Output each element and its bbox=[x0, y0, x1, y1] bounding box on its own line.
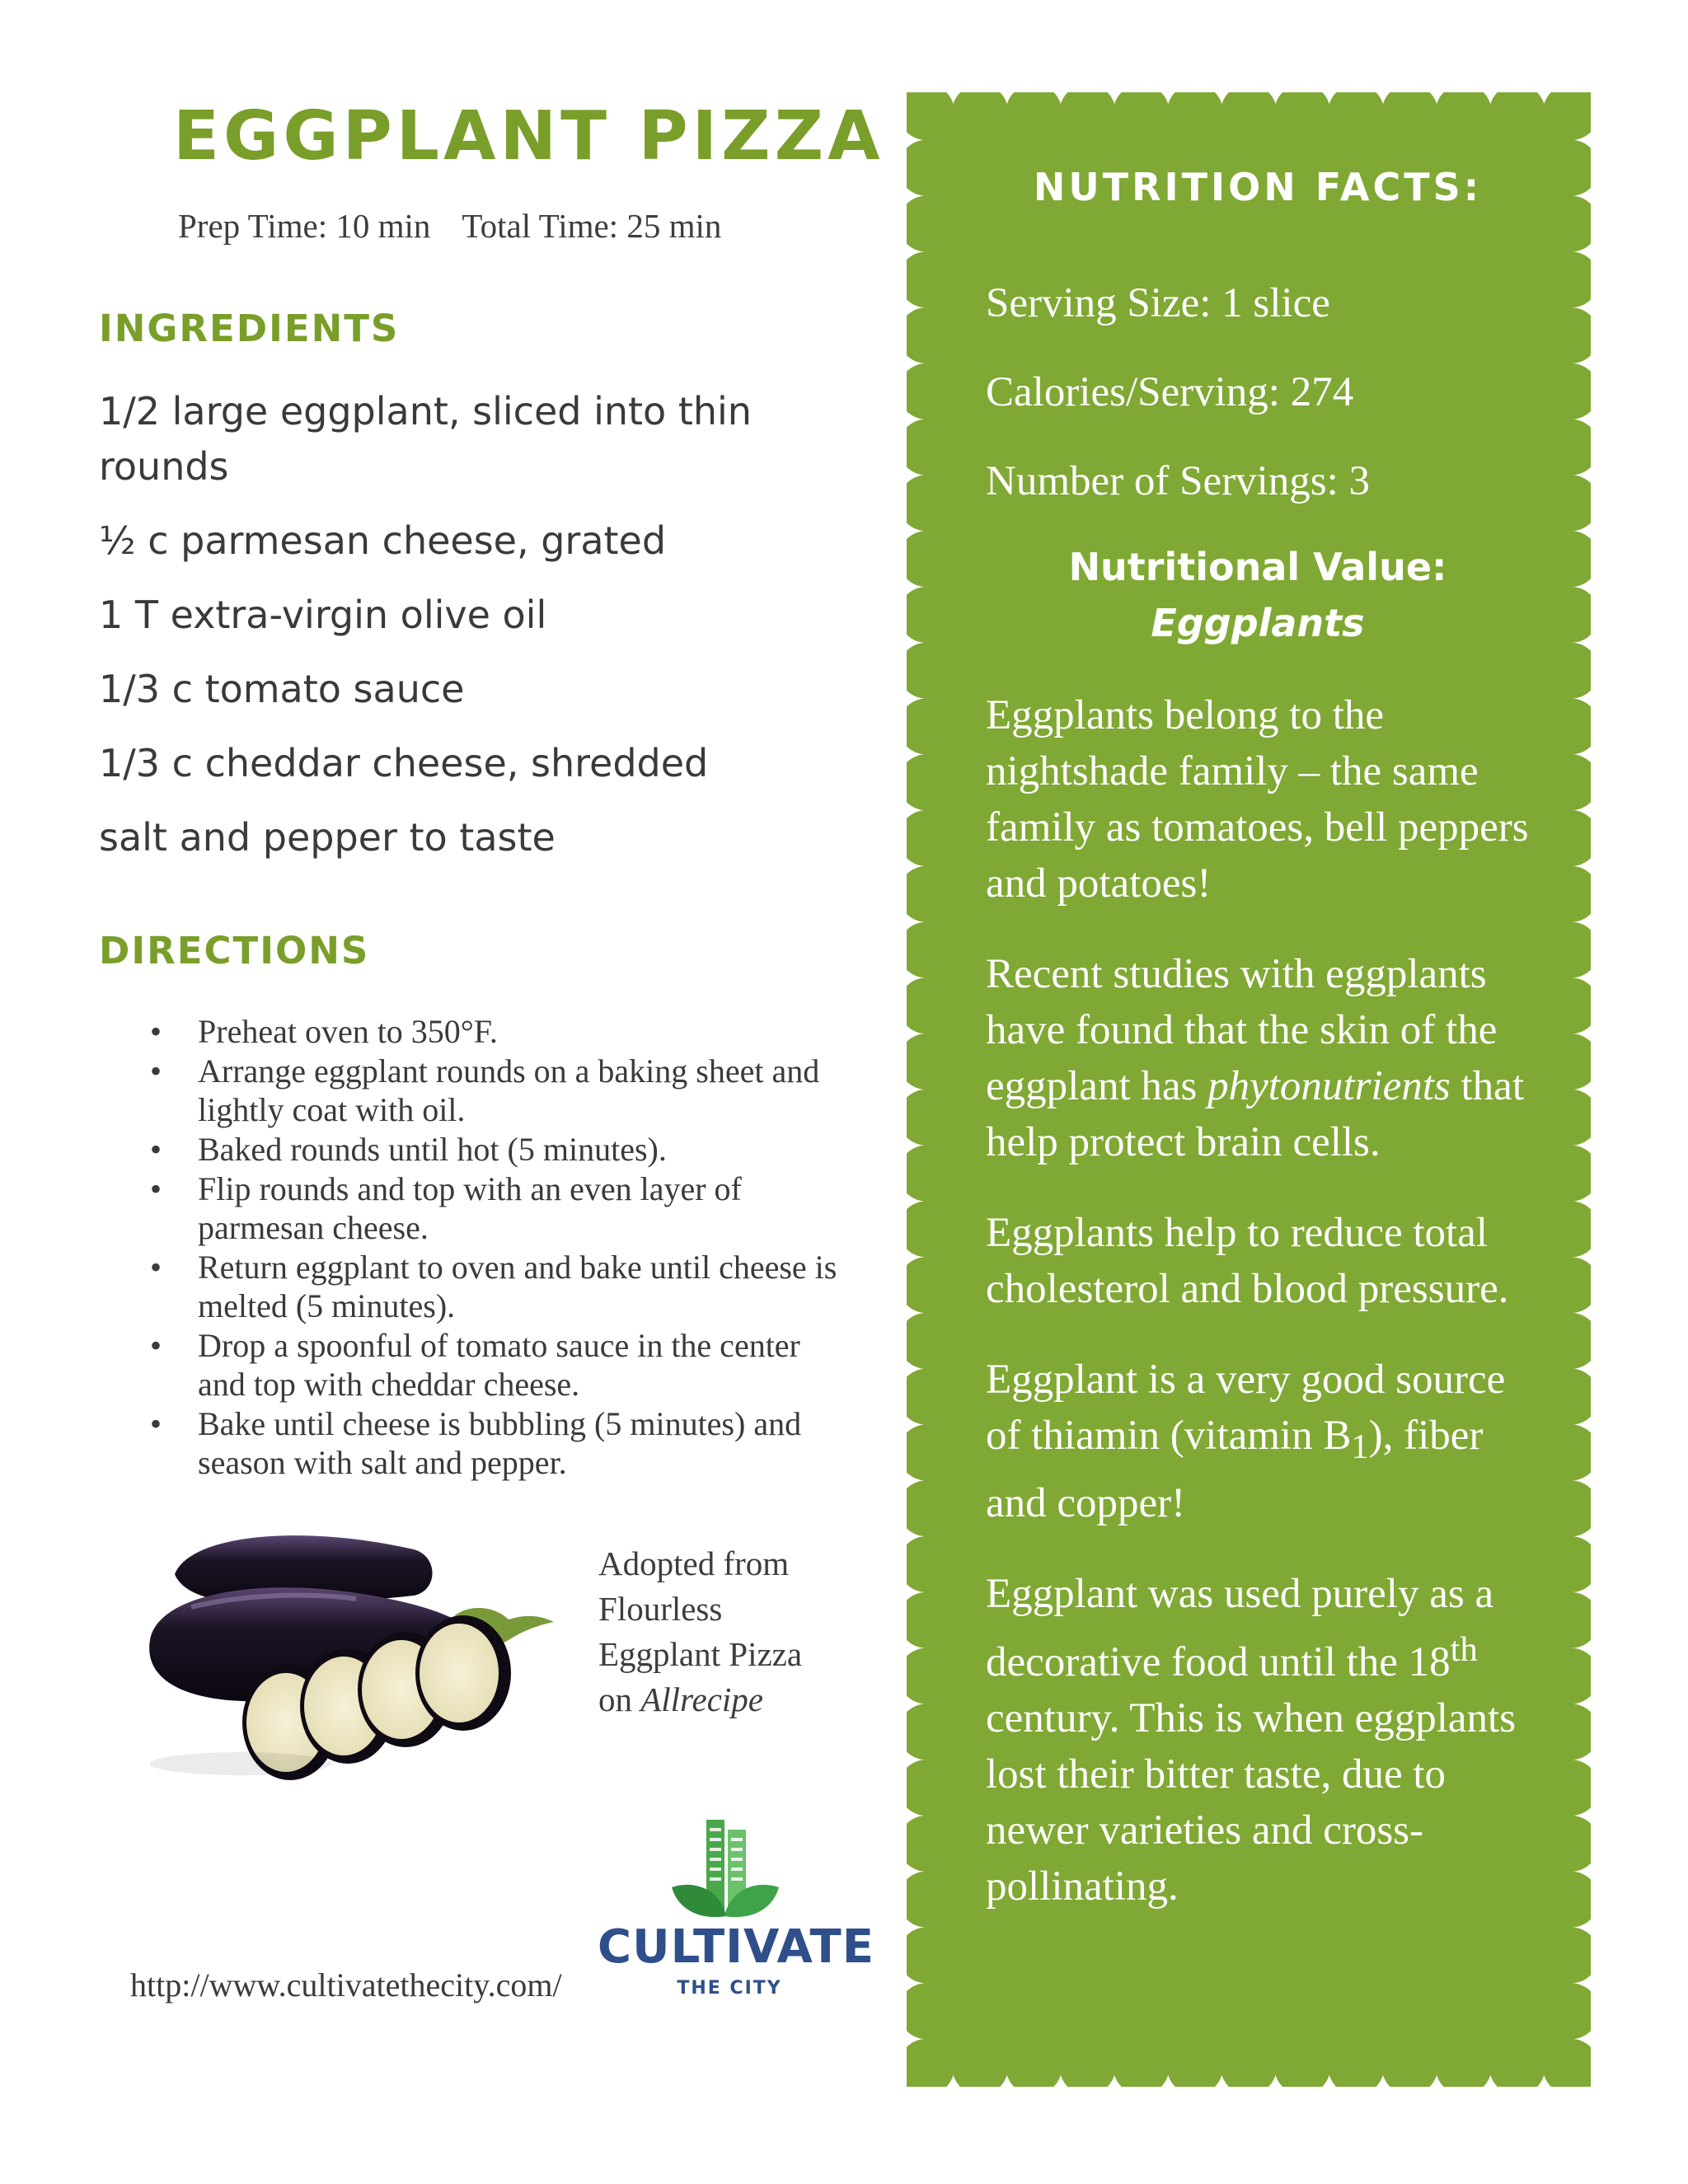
directions-heading: DIRECTIONS bbox=[99, 929, 370, 972]
total-time: Total Time: 25 min bbox=[462, 207, 722, 245]
serving-size: Serving Size: 1 slice bbox=[986, 280, 1330, 326]
fact-paragraph: Eggplants belong to the nightshade family – the same family as tomatoes, bell peppers and potatoes! bbox=[986, 692, 1529, 907]
ingredient-item: 1/3 c tomato sauce bbox=[99, 667, 465, 711]
fact-text: Eggplant is a very good source of thiamin (vitamin B bbox=[986, 1357, 1506, 1459]
credit-source: Allrecipe bbox=[640, 1680, 763, 1718]
credit-line: Flourless bbox=[598, 1590, 723, 1628]
direction-step: • Preheat oven to 350°F. bbox=[150, 1012, 842, 1051]
direction-step: • Bake until cheese is bubbling (5 minutes) and season with salt and pepper. bbox=[150, 1404, 842, 1482]
number-of-servings: Number of Servings: 3 bbox=[986, 458, 1371, 504]
credit-line: Eggplant Pizza bbox=[598, 1635, 803, 1673]
fact-subscript: 1 bbox=[1351, 1427, 1369, 1467]
fact-text: that help protect brain cells. bbox=[986, 1063, 1524, 1165]
eggplant-image bbox=[142, 1516, 570, 1788]
credit-prefix: on bbox=[598, 1680, 641, 1718]
fact-emphasis: phytonutrients bbox=[1207, 1063, 1451, 1109]
recipe-title: EGGPLANT PIZZA bbox=[173, 97, 884, 176]
nutritional-value-title: Nutritional Value: bbox=[1068, 545, 1447, 589]
fact-superscript: th bbox=[1450, 1630, 1478, 1670]
nutrition-panel bbox=[986, 155, 1530, 1949]
fact-paragraph: Eggplants help to reduce total cholesterol and blood pressure. bbox=[986, 1210, 1509, 1312]
nutrition-heading: NUTRITION FACTS: bbox=[1033, 165, 1483, 209]
logo-name: CULTIVATE bbox=[598, 1920, 875, 1974]
directions-list bbox=[150, 1012, 842, 1483]
prep-time: Prep Time: 10 min bbox=[178, 207, 431, 245]
direction-step: • Arrange eggplant rounds on a baking sheet and lightly coat with oil. bbox=[150, 1052, 842, 1129]
calories-per-serving: Calories/Serving: 274 bbox=[986, 369, 1354, 415]
fact-paragraph bbox=[986, 1352, 1530, 1531]
fact-text: Eggplant was used purely as a decorative food until the 18 bbox=[986, 1571, 1494, 1686]
credit-line bbox=[598, 1677, 846, 1722]
direction-step: • Baked rounds until hot (5 minutes). bbox=[150, 1130, 842, 1169]
ingredient-item: ½ c parmesan cheese, grated bbox=[99, 518, 667, 563]
ingredient-item: salt and pepper to taste bbox=[99, 815, 556, 860]
direction-step: • Drop a spoonful of tomato sauce in the center and top with cheddar cheese. bbox=[150, 1326, 842, 1404]
credit-line: Adopted from bbox=[598, 1544, 790, 1582]
cultivate-the-city-logo bbox=[598, 1813, 875, 2011]
time-info bbox=[178, 206, 721, 246]
direction-step: • Return eggplant to oven and bake until cheese is melted (5 minutes). bbox=[150, 1248, 842, 1325]
nutritional-value-subtitle: Eggplants bbox=[1151, 601, 1365, 645]
fact-text: century. This is when eggplants lost their bitter taste, due to newer varieties and cross-pollinating. bbox=[986, 1695, 1517, 1910]
website-url[interactable]: http://www.cultivatethecity.com/ bbox=[130, 1966, 562, 2004]
fact-paragraph bbox=[986, 1566, 1530, 1915]
recipe-credit bbox=[598, 1541, 846, 1722]
fact-text: Recent studies with eggplants have found that the skin of the eggplant has bbox=[986, 951, 1498, 1109]
ingredients-list bbox=[99, 384, 816, 884]
ingredient-item: 1/3 c cheddar cheese, shredded bbox=[99, 741, 709, 785]
fact-paragraph bbox=[986, 946, 1530, 1170]
building-leaf-icon bbox=[663, 1813, 787, 1937]
ingredient-item: 1/2 large eggplant, sliced into thin rounds bbox=[99, 389, 752, 489]
fact-text: ), fiber and copper! bbox=[986, 1413, 1484, 1527]
ingredient-item: 1 T extra-virgin olive oil bbox=[99, 593, 547, 637]
ingredients-heading: INGREDIENTS bbox=[99, 307, 400, 350]
logo-tagline: THE CITY bbox=[677, 1978, 782, 1999]
direction-step: • Flip rounds and top with an even layer of parmesan cheese. bbox=[150, 1169, 842, 1247]
nutritional-value-heading bbox=[986, 539, 1530, 651]
